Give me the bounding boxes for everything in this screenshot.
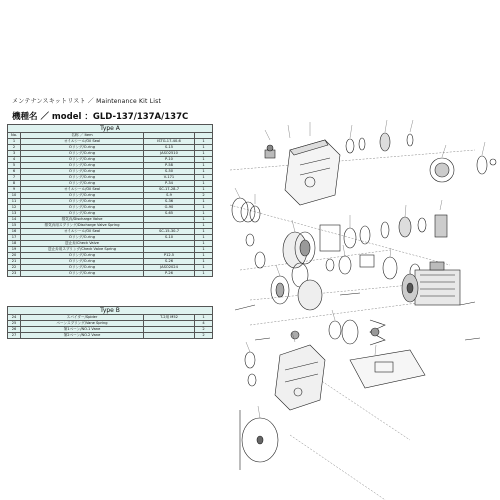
row-part: S-36 (144, 199, 195, 205)
row-no: 13 (8, 211, 21, 217)
row-no: 24 (8, 315, 21, 321)
row-item: Oリング/O-ring (21, 175, 144, 181)
row-part: JASO2024 (144, 265, 195, 271)
row-part: P-58 (144, 163, 195, 169)
row-no: 14 (8, 217, 21, 223)
row-item: オイルシール/Oil Seal (21, 187, 144, 193)
row-item: Oリング/O-ring (21, 205, 144, 211)
row-part (144, 333, 195, 339)
row-part: P-10 (144, 157, 195, 163)
row-item: 排気弁用スプリング/Discharge Valve Spring (21, 223, 144, 229)
row-item: Oリング/O-ring (21, 253, 144, 259)
row-part: SC-15-30-7 (144, 229, 195, 235)
type-a-table (7, 124, 213, 277)
type-b-label: Type B (8, 307, 213, 315)
row-part: S-15 (144, 145, 195, 151)
type-a-label: Type A (8, 125, 213, 133)
row-item: Oリング/O-ring (21, 163, 144, 169)
pump-housing-lower (245, 331, 325, 410)
row-part: V-171 (144, 175, 195, 181)
row-qty: 1 (195, 241, 213, 247)
row-item: Oリング/O-ring (21, 271, 144, 277)
base-plate (350, 350, 425, 388)
row-no: 27 (8, 333, 21, 339)
row-qty: 1 (195, 181, 213, 187)
large-disk (240, 410, 278, 470)
row-qty: 1 (195, 235, 213, 241)
row-no: 18 (8, 241, 21, 247)
row-qty: 1 (195, 247, 213, 253)
row-no: 9 (8, 187, 21, 193)
row-item: Oリング/O-ring (21, 259, 144, 265)
row-item: 第1ベーン/NO.1 Vane (21, 327, 144, 333)
row-qty: 1 (195, 229, 213, 235)
row-no: 17 (8, 235, 21, 241)
row-part: G-90 (144, 205, 195, 211)
col-item-header: 名称 ／ Item (21, 133, 144, 139)
table-row (8, 333, 213, 339)
row-item: Oリング/O-ring (21, 157, 144, 163)
row-part: S-9 (144, 193, 195, 199)
row-no: 4 (8, 157, 21, 163)
row-item: Oリング/O-ring (21, 211, 144, 217)
pump-housing-upper (265, 140, 340, 205)
row-qty: 1 (195, 217, 213, 223)
row-qty: 2 (195, 193, 213, 199)
coupling-fan (329, 320, 385, 345)
row-qty: 1 (195, 187, 213, 193)
rotor-cylinder (283, 215, 447, 268)
row-qty: 1 (195, 175, 213, 181)
row-item: ベーンスプリング/Vane Spring (21, 321, 144, 327)
list-title: メンテナンスキットリスト ／ Maintenance Kit List (12, 98, 161, 105)
row-item: スパイダー/Spider (21, 315, 144, 321)
row-item: Oリング/O-ring (21, 193, 144, 199)
row-qty: 1 (195, 139, 213, 145)
row-no: 16 (8, 229, 21, 235)
row-part: ISTG-17-40-6 (144, 139, 195, 145)
row-qty: 1 (195, 265, 213, 271)
row-qty: 1 (195, 271, 213, 277)
row-no: 21 (8, 259, 21, 265)
row-item: Oリング/O-ring (21, 235, 144, 241)
row-item: Oリング/O-ring (21, 145, 144, 151)
type-b-table (7, 306, 213, 339)
row-item: オイルシール/Oil Seal (21, 229, 144, 235)
row-qty: 1 (195, 211, 213, 217)
model-title: 機種名 ／ model ：GLD-137/137A/137C (12, 112, 189, 122)
row-item: 第2ベーン/NO.2 Vane (21, 333, 144, 339)
row-no: 15 (8, 223, 21, 229)
row-qty: 1 (195, 199, 213, 205)
col-no-header: No. (8, 133, 21, 139)
row-qty: 1 (195, 315, 213, 321)
seal-rings-row1 (346, 133, 496, 182)
row-qty: 1 (195, 145, 213, 151)
row-no: 10 (8, 193, 21, 199)
row-qty: 1 (195, 223, 213, 229)
row-no: 3 (8, 151, 21, 157)
row-item: Oリング/O-ring (21, 169, 144, 175)
exploded-parts-diagram (210, 110, 500, 500)
row-item: Oリング/O-ring (21, 265, 144, 271)
row-no: 22 (8, 265, 21, 271)
row-part: T-2用 M52 (144, 315, 195, 321)
table-row (8, 271, 213, 277)
row-part: P-26 (144, 271, 195, 277)
row-no: 25 (8, 321, 21, 327)
row-item: オイルシール/Oil Seal (21, 139, 144, 145)
row-part: P12.5 (144, 253, 195, 259)
row-part: S-65 (144, 211, 195, 217)
row-item: 逆止弁用スプリング/Check Valve Spring (21, 247, 144, 253)
row-qty: 1 (195, 157, 213, 163)
row-qty: 1 (195, 163, 213, 169)
row-qty: 1 (195, 169, 213, 175)
row-item: 排気弁/Discharge Valve (21, 217, 144, 223)
row-part: S-50 (144, 169, 195, 175)
row-part: SC-17-28-7 (144, 187, 195, 193)
row-part: S-10 (144, 235, 195, 241)
row-item: Oリング/O-ring (21, 199, 144, 205)
row-qty: 1 (195, 253, 213, 259)
row-part: JASO2510 (144, 151, 195, 157)
row-no: 7 (8, 175, 21, 181)
row-no: 12 (8, 205, 21, 211)
row-no: 6 (8, 169, 21, 175)
row-no: 23 (8, 271, 21, 277)
row-no: 8 (8, 181, 21, 187)
row-qty: 1 (195, 151, 213, 157)
row-qty: 2 (195, 327, 213, 333)
row-no: 26 (8, 327, 21, 333)
row-no: 2 (8, 145, 21, 151)
row-no: 19 (8, 247, 21, 253)
row-qty: 2 (195, 333, 213, 339)
row-no: 20 (8, 253, 21, 259)
row-no: 1 (8, 139, 21, 145)
row-qty: 1 (195, 259, 213, 265)
row-part: S-26 (144, 259, 195, 265)
row-qty: 1 (195, 205, 213, 211)
left-small-parts (232, 198, 265, 268)
row-qty: 4 (195, 321, 213, 327)
row-item: Oリング/O-ring (21, 181, 144, 187)
row-no: 11 (8, 199, 21, 205)
row-part: P-34 (144, 181, 195, 187)
row-item: 逆止弁/Check Valve (21, 241, 144, 247)
row-no: 5 (8, 163, 21, 169)
row-item: Oリング/O-ring (21, 151, 144, 157)
